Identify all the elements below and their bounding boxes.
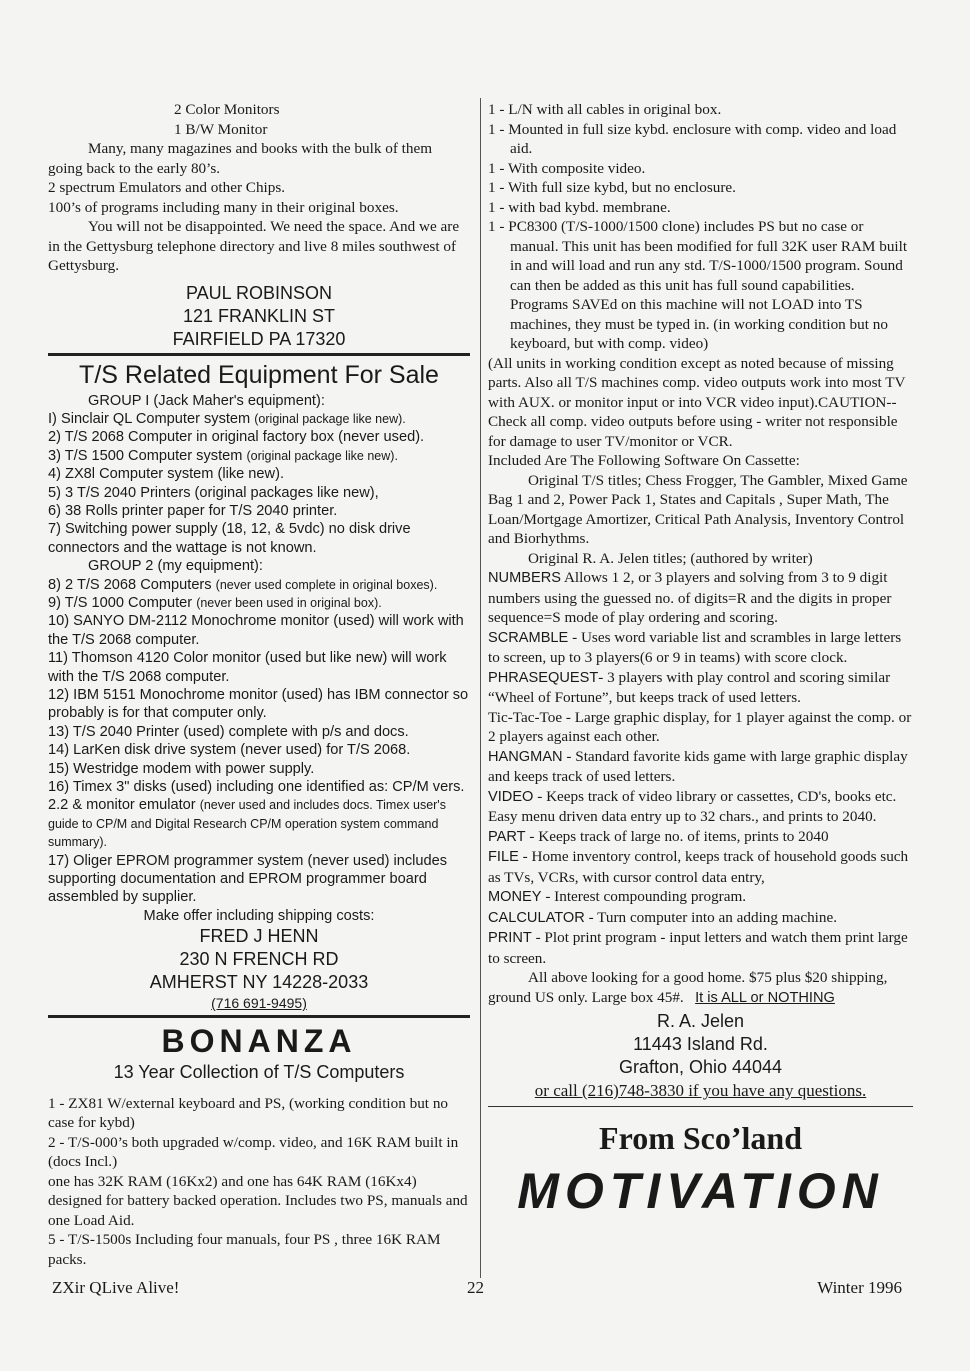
page-number: 22	[467, 1278, 484, 1297]
list-item: 1 - L/N with all cables in original box.	[488, 101, 722, 118]
henn-address	[48, 925, 470, 994]
program-item: NUMBERS Allows 1 2, or 3 players and solving from 3 to 9 digit numbers using the guessed no. of digits=R and the digits in proper sequence=S mode of play ordering and scoring.	[488, 569, 892, 626]
list-item: 15) Westridge modem with power supply.	[48, 760, 315, 777]
jelen-address	[488, 1010, 913, 1079]
program-item: PRINT - Plot print program - input letters and watch them print large to screen.	[488, 929, 908, 967]
call-line: or call (216)748-3830 if you have any questions.	[534, 1081, 867, 1100]
program-item: PART - Keeps track of large no. of items, prints to 2040	[488, 827, 829, 845]
list-item: 4) ZX8l Computer system (like new).	[48, 466, 284, 483]
section-divider	[48, 1015, 470, 1018]
column-divider	[480, 98, 481, 1278]
list-item: 1 - With composite video.	[488, 159, 646, 177]
paragraph: Original T/S titles; Chess Frogger, The Gambler, Mixed Game Bag 1 and 2, Power Pack 1, States and Capitals , Super Math, The Loan/Mortgage Amortizer, Critical Path Analysis, Inventory Control and Biorhythms.	[488, 471, 908, 547]
footer-publication: ZXir QLive Alive!	[52, 1278, 180, 1297]
group-heading: GROUP I (Jack Maher's equipment):	[88, 392, 325, 409]
address-line: FRED J HENN	[199, 926, 319, 947]
list-item: 14) LarKen disk drive system (never used) for T/S 2068.	[48, 742, 411, 759]
address-line: R. A. Jelen	[656, 1011, 745, 1031]
list-item: 1 - with bad kybd. membrane.	[488, 198, 671, 216]
list-item: 5 - T/S-1500s Including four manuals, four PS , three 16K RAM packs.	[48, 1231, 441, 1268]
address-line: 230 N FRENCH RD	[179, 949, 339, 970]
program-item: SCRAMBLE - Uses word variable list and scrambles in large letters to screen, up to 3 players(6 or 9 in teams) with score clock.	[488, 628, 902, 666]
list-item: 1 - ZX81 W/external keyboard and PS, (working condition but no case for kybd)	[48, 1094, 449, 1132]
list-item: 6) 38 Rolls printer paper for T/S 2040 printer.	[48, 502, 338, 519]
address-line: Grafton, Ohio 44044	[618, 1057, 783, 1077]
paragraph: Original R. A. Jelen titles; (authored by writer)	[528, 549, 813, 567]
bonanza-continued-list	[488, 100, 913, 1008]
bonanza-list	[48, 1094, 470, 1270]
program-item: HANGMAN - Standard favorite kids game with large graphic display and keeps track of used letters.	[488, 747, 908, 785]
phone-number: (716 691-9495)	[211, 995, 307, 1012]
list-item: 2) T/S 2068 Computer in original factory box (never used).	[48, 429, 425, 446]
list-item: 1 - PC8300 (T/S-1000/1500 clone) includes PS but no case or manual. This unit has been modified for full 32K user RAM built in and will load and run any std. T/S-1000/1500 program. Sound can then be added as this unit has full sound capabilities. Programs SAVEd on this machine will not LOAD into TS machines, they must be typed in. (in working condition but no keyboard, but with comp. video)	[488, 218, 908, 352]
robinson-ad	[48, 100, 470, 276]
paragraph: (All units in working condition except as noted because of missing parts. Also all T/S machines comp. video outputs work into most TV with AUX. or monitor input or into VCR video input).CAUTION--Check all comp. video outputs before using - writer not responsible for damage to user TV/monitor or VCR.	[488, 354, 906, 450]
list-item: I) Sinclair QL Computer system (original package like new).	[48, 410, 406, 427]
left-column	[48, 100, 470, 1269]
address-line: PAUL ROBINSON	[185, 282, 333, 303]
program-item: FILE - Home inventory control, keeps track of household goods such as TVs, VCRs, with cursor control data entry,	[488, 848, 909, 886]
program-item: PHRASEQUEST- 3 players with play control and scoring similar “Wheel of Fortune”, but keeps track of used letters.	[488, 668, 891, 706]
address-line: 121 FRANKLIN ST	[182, 305, 336, 326]
list-item: 1 B/W Monitor	[174, 120, 268, 138]
section-heading: T/S Related Equipment For Sale	[79, 360, 439, 389]
address-line: AMHERST NY 14228-2033	[149, 972, 369, 993]
section-divider	[488, 1106, 913, 1107]
footer-issue: Winter 1996	[817, 1278, 902, 1297]
paragraph: Many, many magazines and books with the bulk of them going back to the early 80’s.	[48, 140, 433, 177]
section-divider	[48, 353, 470, 356]
motivation-heading: MOTIVATION	[517, 1163, 884, 1219]
list-item: 9) T/S 1000 Computer (never been used in original box).	[48, 594, 382, 611]
paragraph: 100’s of programs including many in their original boxes.	[48, 198, 399, 216]
list-item: one has 32K RAM (16Kx2) and one has 64K RAM (16Kx4) designed for battery backed operation. Includes two PS, manuals and one Load Aid.	[48, 1172, 468, 1229]
list-item: 17) Oliger EPROM programmer system (never used) includes supporting documentation and EPROM programmer board assembled by supplier.	[48, 852, 448, 906]
bonanza-subheading: 13 Year Collection of T/S Computers	[113, 1061, 405, 1082]
equipment-list	[48, 392, 470, 926]
list-item: 7) Switching power supply (18, 12, & 5vdc) no disk drive connectors and the wattage is not known.	[48, 521, 411, 556]
list-item: 5) 3 T/S 2040 Printers (original packages like new),	[48, 484, 379, 501]
program-item: VIDEO - Keeps track of video library or cassettes, CD's, books etc. Easy menu driven data entry up to 32 chars., and prints to 2040.	[488, 787, 897, 825]
address-line: FAIRFIELD PA 17320	[172, 328, 346, 349]
scotland-heading: From Sco’land	[599, 1120, 802, 1156]
address-line: 11443 Island Rd.	[633, 1034, 768, 1054]
paragraph: Included Are The Following Software On Cassette:	[488, 452, 800, 469]
list-item: 11) Thomson 4120 Color monitor (used but like new) will work with the T/S 2068 computer.	[48, 650, 447, 685]
robinson-address	[48, 282, 470, 351]
list-item: 8) 2 T/S 2068 Computers (never used complete in original boxes).	[48, 576, 438, 593]
list-item: 2 Color Monitors	[174, 101, 280, 118]
right-column	[488, 100, 913, 1221]
program-item: MONEY - Interest compounding program.	[488, 888, 747, 905]
list-item: 1 - Mounted in full size kybd. enclosure with comp. video and load aid.	[488, 120, 897, 157]
closing-paragraph: All above looking for a good home. $75 plus $20 shipping, ground US only. Large box 45#. It is ALL or NOTHING	[488, 969, 888, 1006]
group-heading: GROUP 2 (my equipment):	[88, 558, 263, 575]
list-item: 3) T/S 1500 Computer system (original package like new).	[48, 447, 398, 464]
program-item: Tic-Tac-Toe - Large graphic display, for 1 player against the comp. or 2 players against each other.	[488, 708, 912, 745]
program-item: CALCULATOR - Turn computer into an adding machine.	[488, 908, 838, 926]
list-item: 10) SANYO DM-2112 Monochrome monitor (used) will work with the T/S 2068 computer.	[48, 613, 464, 648]
list-item: 12) IBM 5151 Monochrome monitor (used) has IBM connector so probably is for that computer only.	[48, 687, 469, 722]
paragraph: You will not be disappointed. We need the space. And we are in the Gettysburg telephone directory and live 8 miles southwest of Gettysburg.	[48, 218, 460, 274]
paragraph: 2 spectrum Emulators and other Chips.	[48, 179, 286, 196]
all-or-nothing: It is ALL or NOTHING	[695, 989, 835, 1006]
offer-line: Make offer including shipping costs:	[143, 907, 375, 924]
list-item: 16) Timex 3" disks (used) including one identified as: CP/M vers. 2.2 & monitor emulator (never used and includes docs. Timex user's guide to CP/M and Digital Research CP/M operation system command summary).	[48, 779, 465, 850]
list-item: 1 - With full size kybd, but no enclosure.	[488, 179, 736, 196]
list-item: 2 - T/S-000’s both upgraded w/comp. video, and 16K RAM built in (docs Incl.)	[48, 1133, 459, 1171]
bonanza-heading: BONANZA	[161, 1022, 357, 1059]
list-item: 13) T/S 2040 Printer (used) complete with p/s and docs.	[48, 723, 409, 740]
